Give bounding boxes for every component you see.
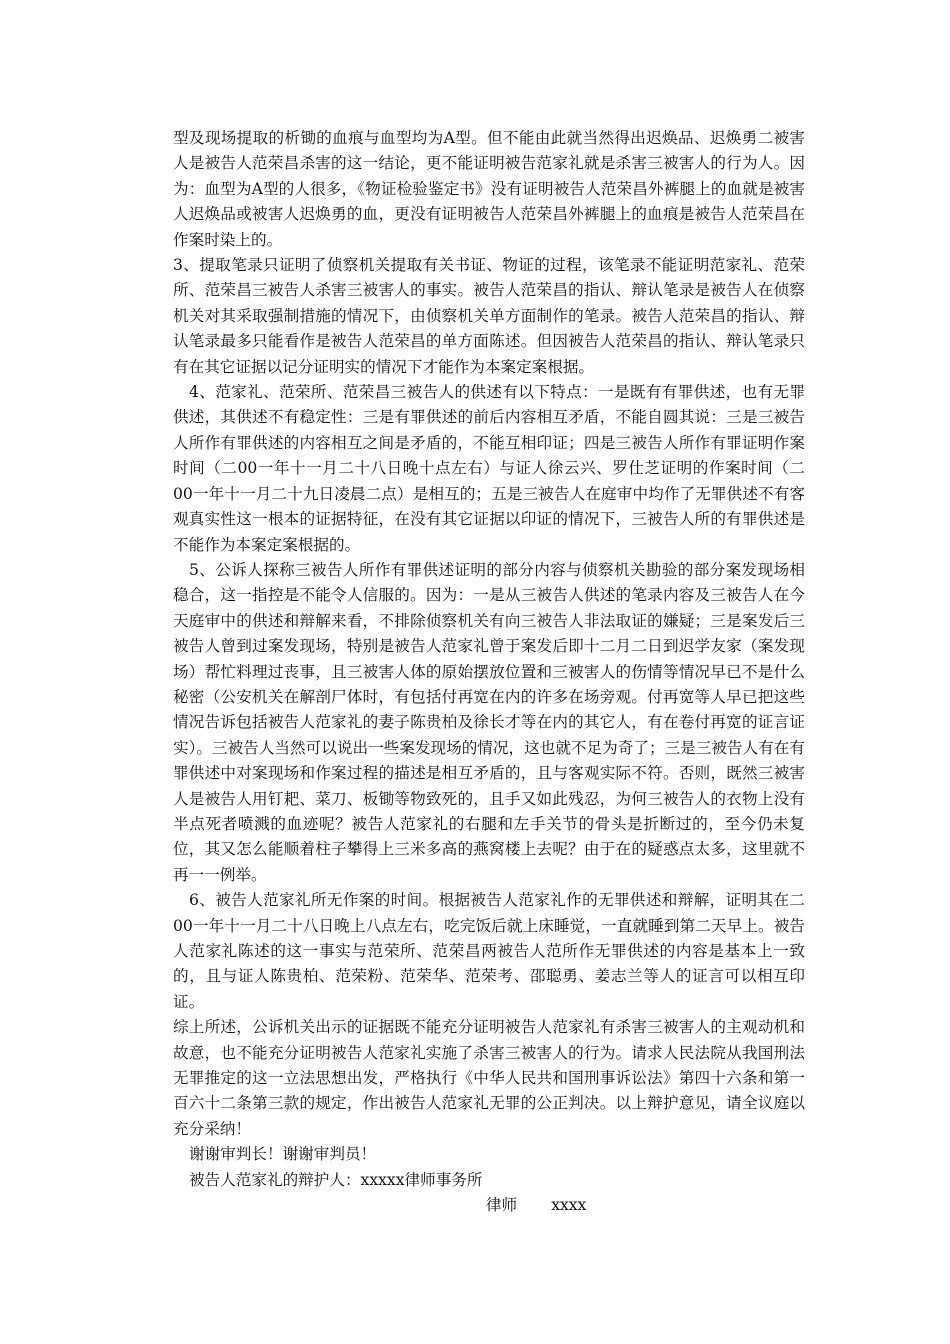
paragraph-point-3: 3、提取笔录只证明了侦察机关提取有关书证、物证的过程，该笔录不能证明范家礼、范荣所、范荣昌三被告人杀害三被害人的事实。被告人范荣昌的指认、辩认笔录是被告人在侦察机关对其采取强制措施的情况下，由侦察机关单方面制作的笔录。被告人范荣昌的指认、辩认笔录最多只能看作是被告人范荣昌的单方面陈述。但因被告人范荣昌的指认、辩认笔录只有在其它证据以记分证明实的情况下才能作为本案定案根据。 [173,256,805,376]
document-body [173,126,805,1218]
paragraph-blood-evidence: 型及现场提取的析锄的血痕与血型均为A型。但不能由此就当然得出迟焕品、迟焕勇二被害人是被告人范荣昌杀害的这一结论，更不能证明被告范家礼就是杀害三被害人的行为人。因为：血型为A型的人很多，《物证检验鉴定书》没有证明被告人范荣昌外裤腿上的血就是被害人迟焕品或被害人迟焕勇的血，更没有证明被告人范荣昌外裤腿上的血痕是被告人范荣昌在作案时染上的。 [173,129,805,249]
paragraph-conclusion: 综上所述，公诉机关出示的证据既不能充分证明被告人范家礼有杀害三被害人的主观动机和故意，也不能充分证明被告人范家礼实施了杀害三被害人的行为。请求人民法院从我国刑法无罪推定的这一立法思想出发，严格执行《中华人民共和国刑事诉讼法》第四十六条和第一百六十二条第三款的规定，作出被告人范家礼无罪的公正判决。以上辩护意见，请全议庭以充分采纳！ [173,1018,805,1138]
lawyer-title: 律师 [486,1196,518,1215]
thanks-line: 谢谢审判长！谢谢审判员！ [189,1145,377,1164]
defender-signature: 被告人范家礼的辩护人：xxxxx律师事务所 [189,1170,483,1189]
paragraph-point-4: 4、范家礼、范荣所、范荣昌三被告人的供述有以下特点：一是既有有罪供述，也有无罪供述，其供述不有稳定性：三是有罪供述的前后内容相互矛盾，不能自圆其说：三是三被告人所作有罪供述的内容相互之间是矛盾的，不能互相印证；四是三被告人所作有罪证明作案时间（二00一年十一月二十八日晚十点左右）与证人徐云兴、罗仕芝证明的作案时间（二00一年十一月二十九日凌晨二点）是相互的；五是三被告人在庭审中均作了无罪供述不有客观真实性这一根本的证据特征，在没有其它证据以印证的情况下，三被告人所的有罪供述是不能作为本案定案根据的。 [173,383,805,554]
paragraph-point-6: 6、被告人范家礼所无作案的时间。根据被告人范家礼作的无罪供述和辩解，证明其在二00一年十一月二十八日晚上八点左右，吃完饭后就上床睡觉，一直就睡到第二天早上。被告人范家礼陈述的这一事实与范荣所、范荣昌两被告人范所作无罪供述的内容是基本上一致的，且与证人陈贵柏、范荣粉、范荣华、范荣考、邵聪勇、姜志兰等人的证言可以相互印证。 [173,891,805,1011]
lawyer-name: xxxx [551,1196,587,1215]
lawyer-line [173,1193,805,1218]
paragraph-point-5: 5、公诉人探称三被告人所作有罪供述证明的部分内容与侦察机关勘验的部分案发现场相稳合，这一指控是不能令人信服的。因为：一是从三被告人供述的笔录内容及三被告人在今天庭审中的供述和辩解来看，不排除侦察机关有向三被告人非法取证的嫌疑；三是案发后三被告人曾到过案发现场，特别是被告人范家礼曾于案发后即十二月二日到迟学友家（案发现场）帮忙料理过丧事，且三被害人体的原始摆放位置和三被害人的伤情等情况早已不是什么秘密（公安机关在解剖尸体时，有包括付再宽在内的许多在场旁观。付再宽等人早已把这些情况告诉包括被告人范家礼的妻子陈贵柏及徐长才等在内的其它人，有在卷付再宽的证言证实）。三被告人当然可以说出一些案发现场的情况，这也就不足为奇了；三是三被告人有在有罪供述中对案现场和作案过程的描述是相互矛盾的，且与客观实际不符。否则，既然三被害人是被告人用钉耙、菜刀、板锄等物致死的，且手又如此残忍，为何三被告人的衣物上没有半点死者喷溅的血迹呢？被告人范家礼的右腿和左手关节的骨头是折断过的，至今仍未复位，其又怎么能顺着柱子攀得上三米多高的燕窝楼上去呢？由于在的疑惑点太多，这里就不再一一例举。 [173,560,805,884]
